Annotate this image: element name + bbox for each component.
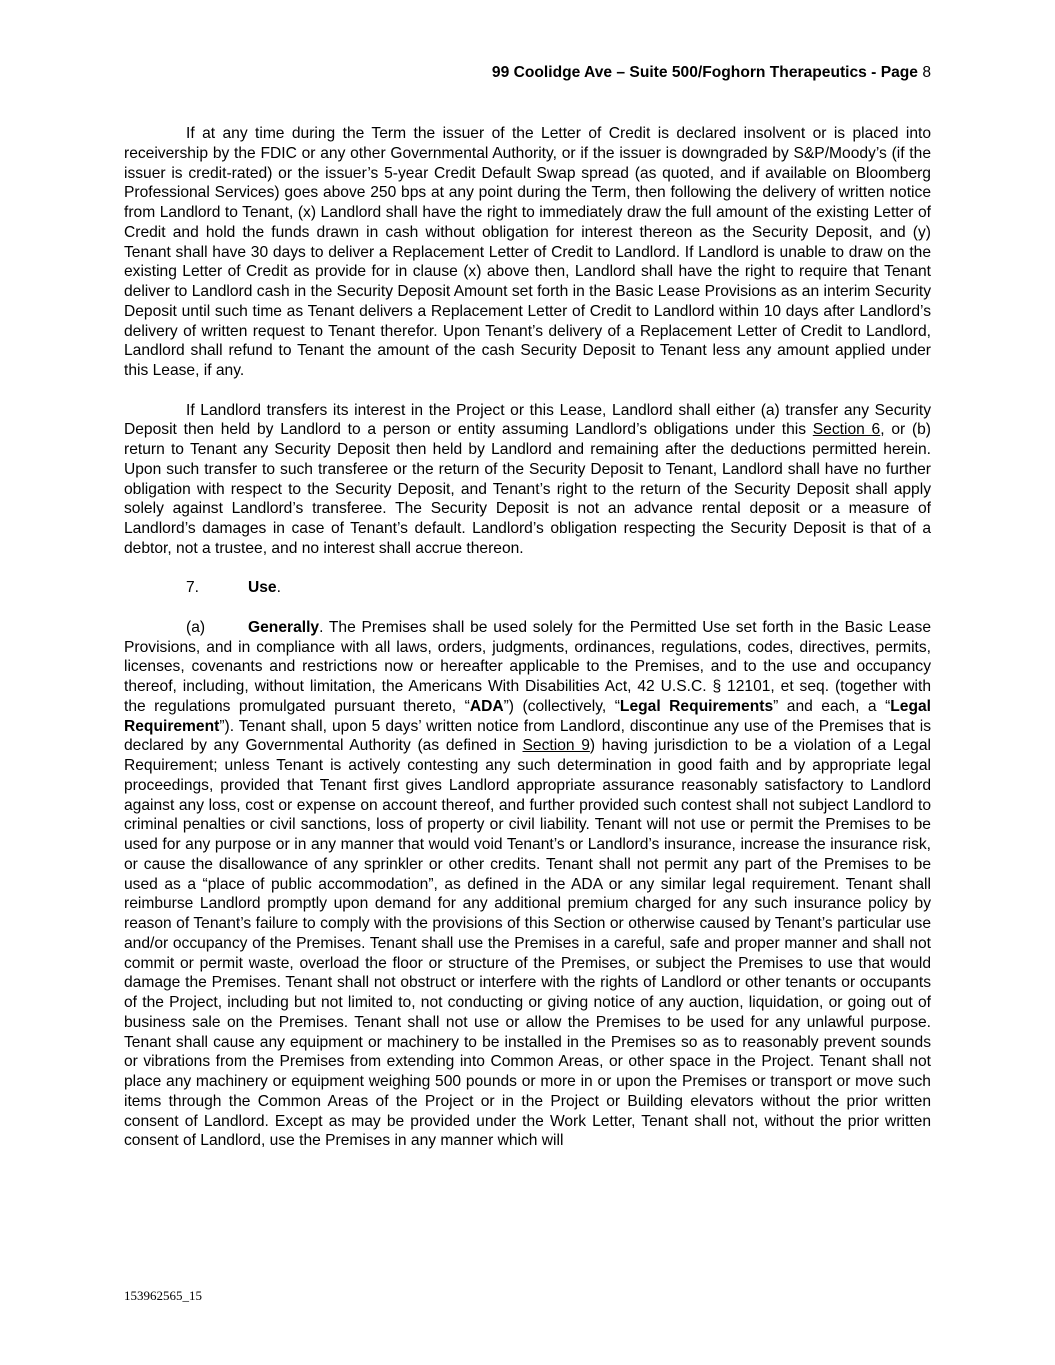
footer-doc-id: 153962565_15 (124, 1288, 202, 1303)
subsection-label: (a) (186, 618, 206, 636)
cross-reference-link: Section 6 (812, 421, 881, 439)
text-run: If at any time during the Term the issuer of the Letter of Credit is declared insolvent or is placed into receivership by the FDIC or any other Governmental Authority, or if the issuer is downgraded by S&P/Moody’s (if the issuer is credit-rated) or the issuer’s 5-year Credit Default Swap spread (as quoted, and if available on Bloomberg Professional Services) goes above 250 bps at any point during the Term, then following the delivery of written notice from Landlord to Tenant, (x) Landlord shall have the right to immediately draw the full amount of the existing Letter of Credit and hold the funds drawn in cash without obligation for interest thereon as the Security Deposit, and (y) Tenant shall have 30 days to deliver a Replacement Letter of Credit to Landlord. If Landlord is unable to draw on the existing Letter of Credit as provide for in clause (x) above then, Landlord shall have the right to require that Tenant deliver to Landlord cash in the Security Deposit Amount set forth in the Basic Lease Provisions as an interim Security Deposit until such time as Tenant delivers a Replacement Letter of Credit to Landlord within 10 days after Landlord’s delivery of written request to Tenant therefor. Upon Tenant’s delivery of a Replacement Letter of Credit to Landlord, Landlord shall refund to Tenant the amount of the cash Security Deposit to Tenant less any amount applied under this Lease, if any. (124, 125, 931, 379)
text-run: If Landlord transfers its interest in the Project or this Lease, Landlord shall either (a) transfer any Security Deposit then held by Landlord to a person or entity assuming Landlord’s obligations under this (124, 401, 931, 439)
text-run: ” and each, a “ (773, 697, 891, 715)
text-run: , or (b) return to Tenant any Security Deposit then held by Landlord and remaining after the deductions permitted herein. Upon such transfer to such transferee or the return of the Security Deposit to Tenant, Landlord shall have no further obligation with respect to the Security Deposit, and Tenant’s right to the return of the Security Deposit shall apply solely against Landlord’s transferee. The Security Deposit is not an advance rental deposit or a measure of Landlord’s damages in case of Tenant’s default. Landlord’s obligation respecting the Security Deposit is that of a debtor, not a trustee, and no interest shall accrue thereon. (124, 421, 931, 557)
section-title-suffix: . (276, 579, 281, 597)
defined-term: Legal Requirement (124, 697, 932, 735)
text-run: . The Premises shall be used solely for the Permitted Use set forth in the Basic Lease Provisions, and in compliance with all laws, orders, judgments, ordinances, regulations, codes, directives, permits, licenses, covenants and restrictions now or hereafter applicable to the Premises, and to the use and occupancy thereof, including, without limitation, the Americans With Disabilities Act, 42 U.S.C. § 12101, et seq. (together with the regulations promulgated pursuant thereto, “ (124, 618, 931, 715)
cross-reference-link: Section 9 (522, 737, 590, 755)
section-number: 7. (186, 579, 200, 597)
header-title: 99 Coolidge Ave – Suite 500/Foghorn Therapeutics - Page (491, 64, 918, 81)
defined-term: Legal Requirements (619, 697, 774, 715)
defined-term: ADA (469, 697, 504, 715)
text-run: ”). Tenant shall, upon 5 days’ written notice from Landlord, discontinue any use of the Premises that is declared by any Governmental Authority (as defined in (124, 717, 931, 755)
subsection-text (124, 619, 931, 1150)
body (124, 124, 931, 1171)
text-run: ”) (collectively, “ (503, 697, 620, 715)
page-header (492, 63, 931, 83)
section-title: Use (248, 579, 277, 597)
paragraph-letter-of-credit (124, 124, 931, 381)
text-run: ) having jurisdiction to be a violation of a Legal Requirement; unless Tenant is actively contesting any such determination in good faith and by appropriate legal proceedings, provided that Tenant first gives Landlord appropriate assurance reasonably satisfactory to Landlord against any loss, cost or expense on account thereof, and further provided such contest shall not subject Landlord to criminal penalties or civil sanctions, loss of property or civil liability. Tenant will not use or permit the Premises to be used for any purpose or in any manner that would void Tenant’s or Landlord’s insurance, increase the insurance risk, or cause the disallowance of any sprinkler or other credits. Tenant shall not permit any part of the Premises to be used as a “place of public accommodation”, as defined in the ADA or any similar legal requirement. Tenant shall reimburse Landlord promptly upon demand for any additional premium charged for any such insurance policy by reason of Tenant’s failure to comply with the provisions of this Section or otherwise caused by Tenant’s particular use and/or occupancy of the Premises. Tenant shall use the Premises in a careful, safe and proper manner and shall not commit or permit waste, overload the floor or structure of the Premises, or subject the Premises to use that would damage the Premises. Tenant shall not obstruct or interfere with the rights of Landlord or other tenants or occupants of the Project, including but not limited to, not conducting or giving notice of any auction, liquidation, or going out of business sale on the Premises. Tenant shall not use or allow the Premises to be used for any unlawful purpose. Tenant shall cause any equipment or machinery to be installed in the Premises so as to reasonably prevent sounds or vibrations from the Premises from extending into Common Areas, or other space in the Project. Tenant shall not place any machinery or equipment weighing 500 pounds or more in or upon the Premises or transport or move such items through the Common Areas of the Project or in the Project or Building elevators without the prior written consent of Landlord. Except as may be provided under the Work Letter, Tenant shall not, without the prior written consent of Landlord, use the Premises in any manner which will (124, 737, 931, 1150)
paragraph-transfer (124, 401, 931, 559)
section-heading (124, 578, 931, 598)
defined-term: Generally (248, 618, 320, 636)
subsection-generally (124, 618, 931, 1151)
page-number: 8 (922, 64, 931, 81)
